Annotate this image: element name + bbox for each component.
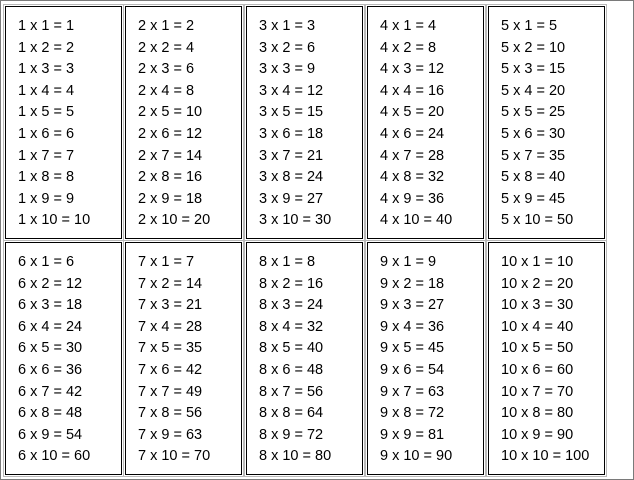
multiplication-fact: 10 x 1 = 10 [501, 254, 574, 270]
times-table-facts [501, 252, 589, 468]
multiplication-fact: 2 x 10 = 20 [138, 212, 211, 229]
multiplication-fact: 10 x 7 = 70 [501, 383, 574, 400]
times-table-facts [501, 16, 573, 232]
multiplication-fact: 8 x 4 = 32 [259, 318, 324, 335]
multiplication-fact: 4 x 5 = 20 [380, 104, 445, 121]
times-table-6 [5, 242, 122, 475]
multiplication-fact: 1 x 1 = 1 [18, 18, 75, 34]
multiplication-fact: 8 x 1 = 8 [259, 254, 316, 270]
multiplication-fact: 6 x 3 = 18 [18, 297, 83, 314]
multiplication-fact: 7 x 4 = 28 [138, 318, 203, 335]
multiplication-fact: 8 x 6 = 48 [259, 361, 324, 378]
multiplication-fact: 10 x 3 = 30 [501, 297, 574, 314]
multiplication-fact: 1 x 3 = 3 [18, 61, 75, 78]
multiplication-fact: 3 x 7 = 21 [259, 147, 324, 164]
multiplication-fact: 10 x 10 = 100 [501, 448, 590, 465]
multiplication-fact: 9 x 5 = 45 [380, 340, 445, 357]
multiplication-fact: 10 x 4 = 40 [501, 318, 574, 335]
multiplication-fact: 5 x 4 = 20 [501, 82, 566, 99]
times-table-8 [246, 242, 363, 475]
multiplication-fact: 8 x 10 = 80 [259, 448, 332, 465]
multiplication-fact: 7 x 8 = 56 [138, 405, 203, 422]
multiplication-fact: 3 x 2 = 6 [259, 39, 316, 56]
multiplication-fact: 6 x 10 = 60 [18, 448, 91, 465]
multiplication-fact: 6 x 6 = 36 [18, 361, 83, 378]
multiplication-fact: 6 x 7 = 42 [18, 383, 83, 400]
multiplication-fact: 2 x 9 = 18 [138, 190, 203, 207]
multiplication-fact: 3 x 5 = 15 [259, 104, 324, 121]
multiplication-fact: 2 x 3 = 6 [138, 61, 195, 78]
multiplication-fact: 8 x 9 = 72 [259, 426, 324, 443]
multiplication-fact: 10 x 6 = 60 [501, 361, 574, 378]
multiplication-fact: 9 x 9 = 81 [380, 426, 445, 443]
multiplication-fact: 4 x 6 = 24 [380, 125, 445, 142]
times-table-facts [380, 252, 452, 468]
multiplication-fact: 4 x 10 = 40 [380, 212, 453, 229]
times-table-facts [138, 16, 210, 232]
multiplication-fact: 7 x 1 = 7 [138, 254, 195, 270]
multiplication-fact: 10 x 5 = 50 [501, 340, 574, 357]
multiplication-fact: 5 x 9 = 45 [501, 190, 566, 207]
times-table-1 [5, 6, 122, 239]
multiplication-fact: 7 x 9 = 63 [138, 426, 203, 443]
multiplication-fact: 7 x 10 = 70 [138, 448, 211, 465]
multiplication-fact: 2 x 1 = 2 [138, 18, 195, 34]
multiplication-fact: 9 x 3 = 27 [380, 297, 445, 314]
multiplication-fact: 3 x 10 = 30 [259, 212, 332, 229]
multiplication-fact: 3 x 6 = 18 [259, 125, 324, 142]
multiplication-fact: 1 x 9 = 9 [18, 190, 75, 207]
times-table-facts [18, 252, 90, 468]
times-table-facts [259, 252, 331, 468]
multiplication-fact: 3 x 9 = 27 [259, 190, 324, 207]
times-table-5 [488, 6, 605, 239]
multiplication-fact: 9 x 4 = 36 [380, 318, 445, 335]
multiplication-fact: 5 x 8 = 40 [501, 169, 566, 186]
multiplication-fact: 7 x 6 = 42 [138, 361, 203, 378]
times-table-facts [138, 252, 210, 468]
multiplication-fact: 3 x 4 = 12 [259, 82, 324, 99]
multiplication-fact: 5 x 6 = 30 [501, 125, 566, 142]
multiplication-fact: 7 x 2 = 14 [138, 275, 203, 292]
multiplication-fact: 4 x 7 = 28 [380, 147, 445, 164]
multiplication-fact: 9 x 2 = 18 [380, 275, 445, 292]
multiplication-fact: 2 x 7 = 14 [138, 147, 203, 164]
multiplication-fact: 5 x 7 = 35 [501, 147, 566, 164]
multiplication-fact: 5 x 2 = 10 [501, 39, 566, 56]
multiplication-fact: 4 x 4 = 16 [380, 82, 445, 99]
multiplication-fact: 6 x 1 = 6 [18, 254, 75, 270]
multiplication-fact: 8 x 3 = 24 [259, 297, 324, 314]
multiplication-fact: 1 x 6 = 6 [18, 125, 75, 142]
multiplication-fact: 4 x 1 = 4 [380, 18, 437, 34]
multiplication-fact: 1 x 10 = 10 [18, 212, 91, 229]
multiplication-fact: 3 x 8 = 24 [259, 169, 324, 186]
multiplication-fact: 8 x 7 = 56 [259, 383, 324, 400]
times-table-3 [246, 6, 363, 239]
multiplication-fact: 2 x 4 = 8 [138, 82, 195, 99]
multiplication-fact: 1 x 2 = 2 [18, 39, 75, 56]
multiplication-fact: 6 x 5 = 30 [18, 340, 83, 357]
multiplication-fact: 1 x 4 = 4 [18, 82, 75, 99]
multiplication-fact: 4 x 2 = 8 [380, 39, 437, 56]
times-table-9 [367, 242, 484, 475]
multiplication-fact: 6 x 9 = 54 [18, 426, 83, 443]
multiplication-fact: 9 x 7 = 63 [380, 383, 445, 400]
multiplication-fact: 8 x 5 = 40 [259, 340, 324, 357]
times-table-4 [367, 6, 484, 239]
multiplication-fact: 8 x 2 = 16 [259, 275, 324, 292]
multiplication-fact: 9 x 1 = 9 [380, 254, 437, 270]
multiplication-fact: 5 x 3 = 15 [501, 61, 566, 78]
multiplication-fact: 3 x 1 = 3 [259, 18, 316, 34]
multiplication-fact: 5 x 10 = 50 [501, 212, 574, 229]
times-table-10 [488, 242, 605, 475]
multiplication-fact: 2 x 5 = 10 [138, 104, 203, 121]
multiplication-fact: 6 x 8 = 48 [18, 405, 83, 422]
multiplication-fact: 1 x 5 = 5 [18, 104, 75, 121]
multiplication-fact: 10 x 2 = 20 [501, 275, 574, 292]
multiplication-fact: 8 x 8 = 64 [259, 405, 324, 422]
multiplication-fact: 2 x 2 = 4 [138, 39, 195, 56]
multiplication-fact: 4 x 3 = 12 [380, 61, 445, 78]
times-table-facts [380, 16, 452, 232]
multiplication-fact: 9 x 6 = 54 [380, 361, 445, 378]
multiplication-fact: 10 x 8 = 80 [501, 405, 574, 422]
multiplication-fact: 1 x 8 = 8 [18, 169, 75, 186]
multiplication-fact: 2 x 8 = 16 [138, 169, 203, 186]
multiplication-fact: 6 x 4 = 24 [18, 318, 83, 335]
multiplication-fact: 3 x 3 = 9 [259, 61, 316, 78]
times-table-facts [259, 16, 331, 232]
multiplication-fact: 2 x 6 = 12 [138, 125, 203, 142]
multiplication-fact: 1 x 7 = 7 [18, 147, 75, 164]
times-table-facts [18, 16, 90, 232]
multiplication-fact: 7 x 3 = 21 [138, 297, 203, 314]
multiplication-fact: 5 x 1 = 5 [501, 18, 558, 34]
multiplication-fact: 7 x 7 = 49 [138, 383, 203, 400]
multiplication-fact: 9 x 10 = 90 [380, 448, 453, 465]
multiplication-fact: 4 x 8 = 32 [380, 169, 445, 186]
multiplication-fact: 9 x 8 = 72 [380, 405, 445, 422]
multiplication-fact: 4 x 9 = 36 [380, 190, 445, 207]
multiplication-fact: 10 x 9 = 90 [501, 426, 574, 443]
multiplication-fact: 7 x 5 = 35 [138, 340, 203, 357]
times-table-7 [125, 242, 242, 475]
times-table-2 [125, 6, 242, 239]
multiplication-fact: 5 x 5 = 25 [501, 104, 566, 121]
multiplication-fact: 6 x 2 = 12 [18, 275, 83, 292]
